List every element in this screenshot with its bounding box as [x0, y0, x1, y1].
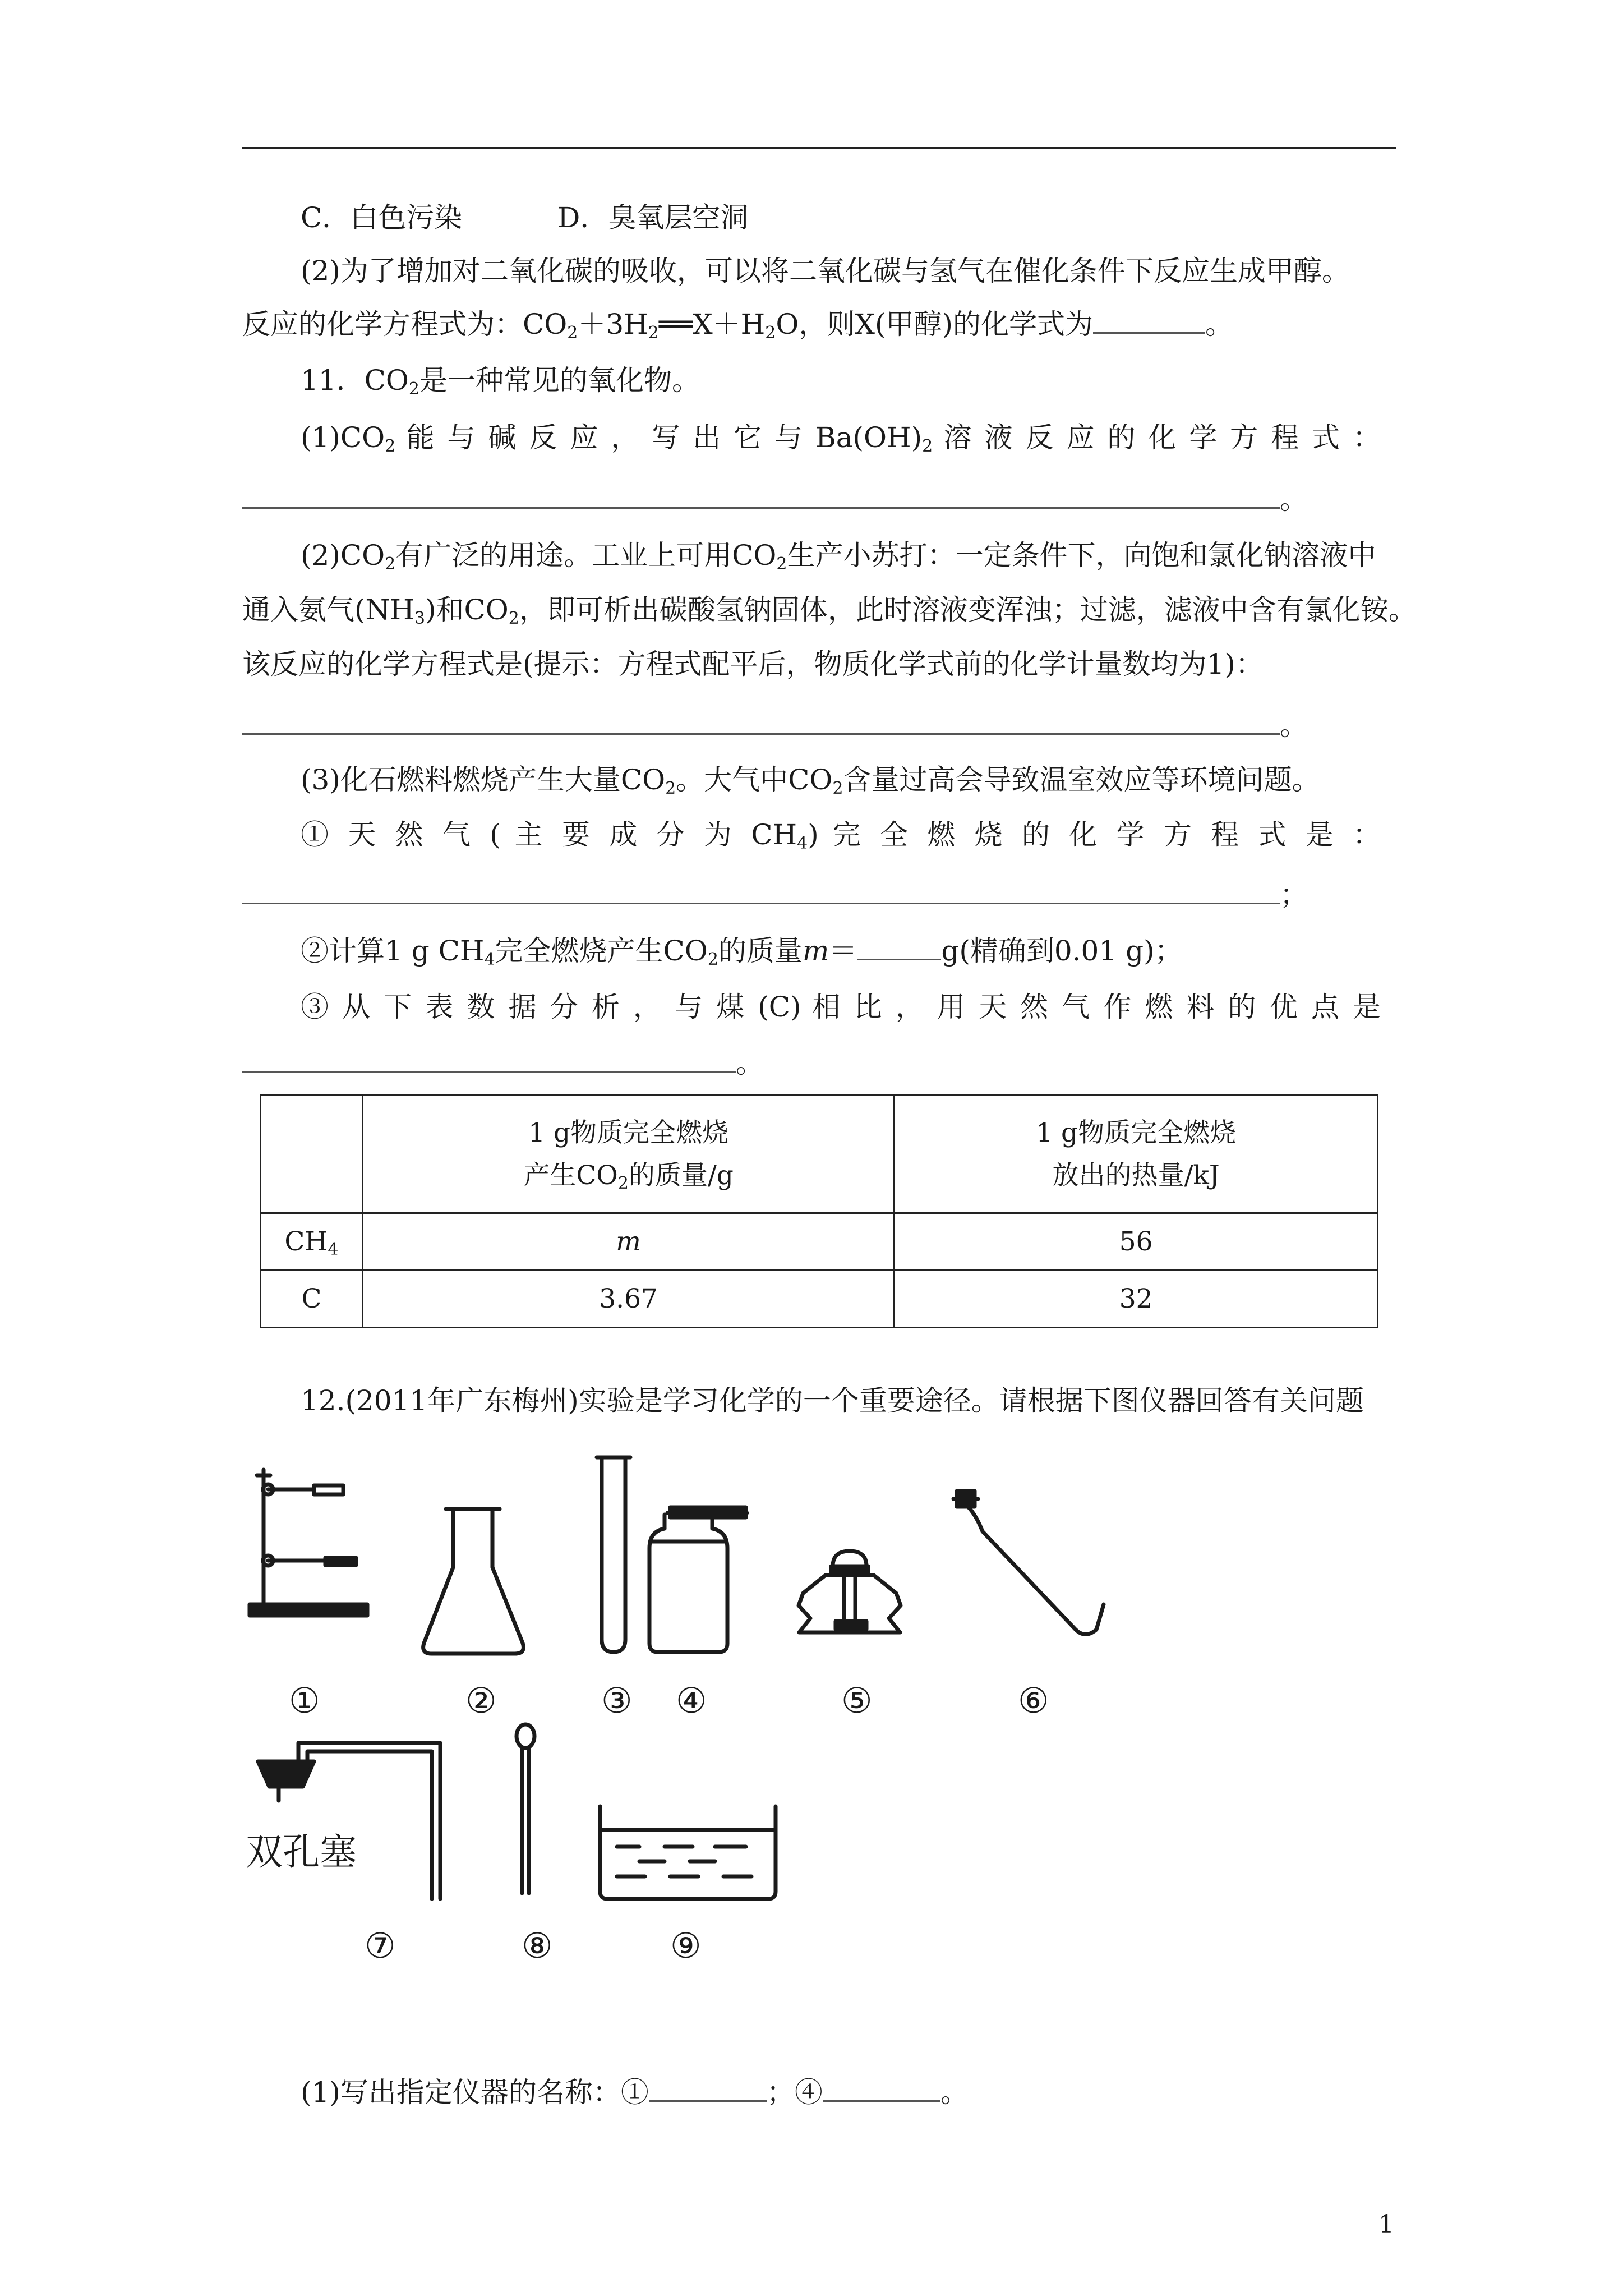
- test-tube-icon: [597, 1457, 630, 1652]
- table-cell-heat: 56: [895, 1213, 1378, 1271]
- table-cell-name: $CH_4$: [261, 1213, 363, 1271]
- q10-2-text: (2)为了增加对二氧化碳的吸收，可以将二氧化碳与氢气在催化条件下反应生成甲醇。: [301, 255, 1350, 287]
- figure-label: ⑦: [365, 1925, 396, 1966]
- q11-2-line-a: $(2)CO_2$有广泛的用途。工业上可用$CO_2$生产小苏打：一定条件下，向饱和氯化钠溶液中: [301, 539, 1376, 574]
- answer-blank[interactable]: [649, 2078, 767, 2102]
- table-header-co2: 1 g物质完全燃烧 产生$CO_2$的质量/g: [362, 1096, 894, 1213]
- q11-2-line-b: 通入氨气$(NH_3)$和$CO_2$，即可析出碳酸氢钠固体，此时溶液变浑浊；过滤，滤液中含有氯化铵。: [242, 593, 1417, 628]
- q11-3-2-text: ②计算1 g $CH_4$完全燃烧产生$CO_2$的质量m＝ g(精确到0.01 g)；: [301, 935, 1183, 969]
- q11-1-text: $(1)CO_2$ 能 与 碱 反 应 ， 写 出 它 与 $Ba(OH)_2$ 溶 液 反 应 的 化 学 方 程 式 ：: [301, 421, 1381, 456]
- q11-3-1-answer: ；: [242, 875, 1381, 914]
- combustion-spoon-icon: [953, 1491, 1104, 1635]
- alcohol-lamp-icon: [799, 1551, 901, 1632]
- q11-3-3-text: ③ 从 下 表 数 据 分 析 ， 与 煤 (C) 相 比 ， 用 天 然 气 作 燃 料 的 优 点 是: [301, 991, 1381, 1023]
- q10-2-equation: 反应的化学方程式为：$CO_2+3H_2══X+H_2O$，则X(甲醇)的化学式为 。: [242, 308, 1233, 343]
- q11-3-3-answer: 。: [242, 1043, 1381, 1083]
- answer-blank[interactable]: [823, 2078, 940, 2102]
- dropper-icon: [517, 1724, 534, 1893]
- table-cell-name: C: [261, 1271, 363, 1328]
- table-cell-heat: 32: [895, 1271, 1378, 1328]
- option-d: D．臭氧层空洞: [557, 201, 749, 234]
- table-header-heat: 1 g物质完全燃烧 放出的热量/kJ: [895, 1096, 1378, 1213]
- q12-text: 12.(2011年广东梅州)实验是学习化学的一个重要途径。请根据下图仪器回答有关问题: [301, 1384, 1364, 1417]
- water-trough-icon: [600, 1806, 776, 1899]
- stopper-label: 双孔塞: [246, 1830, 357, 1874]
- two-hole-stopper-icon: [258, 1743, 440, 1899]
- option-c: C．白色污染: [301, 201, 463, 234]
- page-number: 1: [1378, 2210, 1394, 2239]
- q11-2-answer: 。: [242, 706, 1381, 745]
- figure-label: ⑨: [670, 1925, 702, 1966]
- q11-title: 11．$CO_2$是一种常见的氧化物。: [301, 364, 700, 399]
- q11-3-text: (3)化石燃料燃烧产生大量$CO_2$。大气中$CO_2$含量过高会导致温室效应等环境问题。: [301, 763, 1320, 798]
- figure-label: ③: [601, 1680, 633, 1721]
- iron-stand-icon: [250, 1470, 367, 1616]
- q11-1-answer: 。: [242, 480, 1381, 519]
- q11-2-line-c: 该反应的化学方程式是(提示：方程式配平后，物质化学式前的化学计量数均为1)：: [242, 648, 1264, 680]
- table-cell-co2: 3.67: [362, 1271, 894, 1328]
- figure-label: ⑧: [522, 1925, 553, 1966]
- q11-3-1-text: ① 天 然 气 ( 主 要 成 分 为 $CH_4$) 完 全 燃 烧 的 化 学 方 程 式 是 ：: [301, 818, 1381, 853]
- q12-1-text: (1)写出指定仪器的名称：① ；④ 。: [301, 2076, 969, 2109]
- conical-flask-icon: [423, 1509, 524, 1654]
- figure-label: ⑤: [841, 1680, 873, 1721]
- figure-label: ②: [465, 1680, 497, 1721]
- figure-label: ①: [289, 1680, 320, 1721]
- figure-label: ④: [676, 1680, 707, 1721]
- figure-label: ⑥: [1018, 1680, 1049, 1721]
- gas-jar-icon: [649, 1507, 747, 1652]
- table-cell-co2: m: [362, 1213, 894, 1271]
